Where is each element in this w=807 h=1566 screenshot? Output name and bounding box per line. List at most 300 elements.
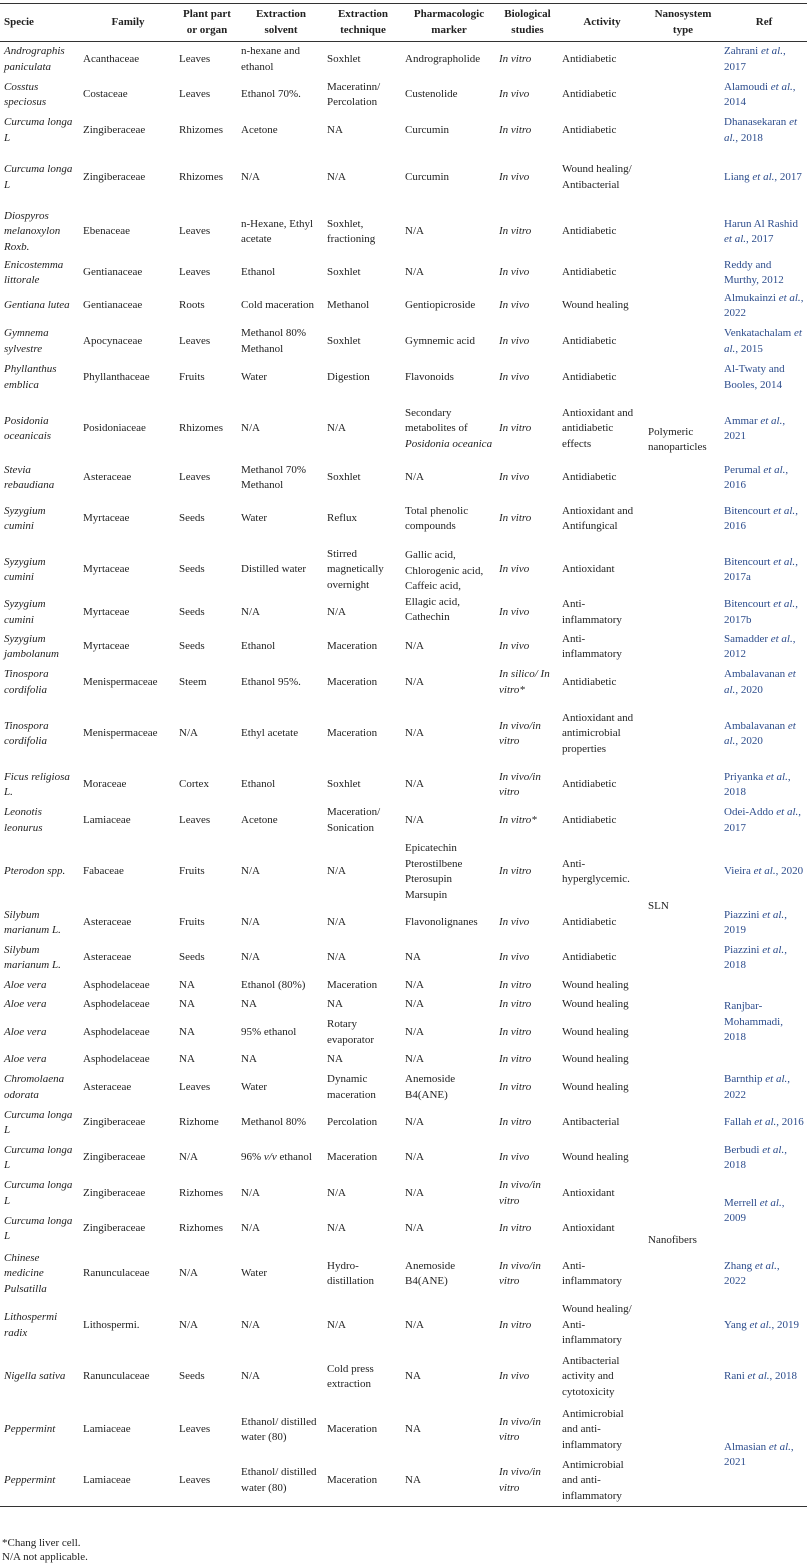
technique-cell: NA: [327, 998, 343, 1011]
plant-part-cell: NA: [179, 1025, 195, 1038]
marker-cell: NA: [405, 1370, 421, 1383]
solvent-cell: Ethanol/ distilled water (80): [241, 1415, 317, 1443]
activity-cell: Antidiabetic: [562, 88, 617, 101]
marker-cell: N/A: [405, 813, 424, 826]
marker-cell: Secondary metabolites of Posidonia oceanica: [405, 406, 493, 450]
activity-cell: Anti-inflammatory: [562, 632, 622, 660]
activity-cell: Antidiabetic: [562, 225, 617, 238]
technique-cell: Dynamic maceration: [327, 1073, 376, 1101]
plant-part-cell: Leaves: [179, 813, 211, 826]
col-header-specie: Specie: [4, 15, 34, 28]
activity-cell: Wound healing: [562, 299, 629, 312]
marker-cell: N/A: [405, 266, 424, 279]
ref-cell: Zahrani et al., 2017: [724, 45, 786, 73]
family-cell: Lamiaceae: [83, 1474, 131, 1486]
solvent-cell: N/A: [241, 1318, 260, 1331]
activity-cell: Wound healing: [562, 1053, 629, 1066]
activity-cell: Wound healing: [562, 998, 629, 1011]
biological-cell: In silico/ In vitro*: [499, 668, 550, 696]
specie-cell: Curcuma longa L: [4, 1214, 73, 1242]
marker-cell: N/A: [405, 1151, 424, 1164]
plant-part-cell: Leaves: [179, 53, 211, 65]
technique-cell: N/A: [327, 170, 346, 183]
technique-cell: NA: [327, 1053, 343, 1066]
plant-part-cell: NA: [179, 998, 195, 1011]
biological-cell: In vivo/in vitro: [499, 1259, 541, 1287]
family-cell: Asphodelaceae: [83, 1025, 150, 1038]
specie-cell: Aloe vera: [4, 978, 47, 991]
activity-cell: Antidiabetic: [562, 813, 617, 826]
solvent-cell: NA: [241, 1053, 257, 1066]
solvent-cell: 95% ethanol: [241, 1025, 297, 1038]
ref-cell: Fallah et al., 2016: [724, 1116, 804, 1129]
solvent-cell: Methanol 80% Methanol: [241, 327, 307, 355]
family-cell: Gentianaceae: [83, 299, 143, 312]
technique-cell: Maceratinn/ Percolation: [327, 80, 381, 108]
family-cell: Phyllanthaceae: [83, 370, 150, 383]
technique-cell: Stirred magnetically overnight: [327, 547, 384, 591]
plant-part-cell: Rhizomes: [179, 422, 223, 435]
biological-cell: In vivo/in vitro: [499, 1466, 541, 1494]
col-header-technique: Extraction technique: [337, 8, 389, 36]
technique-cell: Soxhlet: [327, 53, 361, 65]
activity-cell: Wound healing/ Anti-inflammatory: [562, 1303, 632, 1347]
biological-cell: In vitro: [499, 1116, 532, 1129]
biological-cell: In vivo: [499, 370, 530, 383]
plant-part-cell: Seeds: [179, 512, 205, 525]
solvent-cell: N/A: [241, 422, 260, 435]
table-row: [0, 839, 807, 906]
table-body: [0, 42, 807, 1507]
activity-cell: Antidiabetic: [562, 123, 617, 136]
plant-part-cell: Fruits: [179, 370, 205, 383]
specie-cell: Lithospermi radix: [4, 1311, 58, 1339]
marker-cell: Epicatechin Pterostilbene Pterosupin Marsupin: [405, 842, 463, 901]
marker-cell: Flavonoids: [405, 370, 454, 383]
activity-cell: Anti-inflammatory: [562, 598, 622, 626]
plant-part-cell: NA: [179, 1053, 195, 1066]
technique-cell: Rotary evaporator: [327, 1018, 375, 1046]
biological-cell: In vitro: [499, 422, 532, 435]
technique-cell: NA: [327, 123, 343, 136]
specie-cell: Curcuma longa L: [4, 163, 73, 191]
solvent-cell: Ethyl acetate: [241, 727, 299, 740]
family-cell: Apocynaceae: [83, 334, 143, 347]
plant-part-cell: Fruits: [179, 865, 205, 878]
technique-cell: Maceration: [327, 727, 378, 740]
activity-cell: Anti-inflammatory: [562, 1259, 622, 1287]
activity-cell: Antidiabetic: [562, 951, 617, 964]
solvent-cell: Water: [241, 1080, 267, 1093]
technique-cell: N/A: [327, 605, 346, 618]
family-cell: Menispermaceae: [83, 675, 158, 688]
activity-cell: Wound healing/ Antibacterial: [562, 163, 632, 191]
family-cell: Menispermaceae: [83, 727, 158, 740]
family-cell: Gentianaceae: [83, 266, 143, 279]
specie-cell: Tinospora cordifolia: [4, 668, 49, 696]
specie-cell: Aloe vera: [4, 1025, 47, 1038]
biological-cell: In vivo: [499, 334, 530, 347]
ref-cell: Piazzini et al., 2018: [724, 943, 787, 971]
family-cell: Lamiaceae: [83, 813, 131, 826]
solvent-cell: Ethanol: [241, 266, 276, 279]
marker-cell: Anemoside B4(ANE): [405, 1259, 456, 1287]
biological-cell: In vitro: [499, 1025, 532, 1038]
specie-cell: Syzygium jambolanum: [4, 632, 59, 660]
specie-cell: Chinese medicine Pulsatilla: [4, 1251, 47, 1295]
solvent-cell: N/A: [241, 170, 260, 183]
ref-cell: Dhanasekaran et al., 2018: [724, 116, 798, 144]
technique-cell: Soxhlet, fractioning: [327, 217, 376, 245]
note-chang: *Chang liver cell.: [2, 1537, 81, 1549]
biological-cell: In vivo: [499, 471, 530, 484]
plant-part-cell: Leaves: [179, 1080, 211, 1093]
activity-cell: Antioxidant: [562, 563, 615, 576]
biological-cell: In vivo: [499, 170, 530, 183]
activity-cell: Antioxidant: [562, 1186, 615, 1199]
ref-cell: Rani et al., 2018: [724, 1370, 798, 1383]
marker-cell: Gymnemic acid: [405, 334, 475, 347]
technique-cell: N/A: [327, 865, 346, 878]
marker-cell: Anemoside B4(ANE): [405, 1073, 456, 1101]
family-cell: Zingiberaceae: [83, 1116, 146, 1129]
ref-cell: Bitencourt et al., 2017b: [724, 598, 798, 626]
marker-cell: NA: [405, 1423, 421, 1436]
plant-part-cell: Rizhomes: [179, 1186, 223, 1199]
marker-cell: N/A: [405, 1053, 424, 1066]
activity-cell: Antioxidant and antidiabetic effects: [562, 406, 634, 450]
specie-cell: Curcuma longa L: [4, 1108, 73, 1136]
biological-cell: In vitro: [499, 53, 532, 65]
biological-cell: In vitro: [499, 1318, 532, 1331]
plant-part-cell: Leaves: [179, 1423, 211, 1436]
specie-cell: Syzygium cumini: [4, 598, 46, 626]
ref-cell: Reddy and Murthy, 2012: [724, 258, 784, 286]
specie-cell: Curcuma longa L: [4, 1179, 73, 1207]
family-cell: Posidoniaceae: [83, 422, 146, 435]
specie-cell: Syzygium cumini: [4, 555, 46, 583]
marker-cell: NA: [405, 951, 421, 964]
ref-cell: Ambalavanan et al., 2020: [724, 719, 796, 747]
family-cell: Moraceae: [83, 778, 127, 791]
activity-cell: Antidiabetic: [562, 370, 617, 383]
family-cell: Lamiaceae: [83, 1423, 131, 1436]
col-header-activity: Activity: [583, 15, 621, 28]
marker-cell: N/A: [405, 998, 424, 1011]
specie-cell: Phyllanthus emblica: [4, 363, 57, 391]
ref-cell: Venkatachalam et al., 2015: [724, 327, 802, 355]
specie-cell: Nigella sativa: [4, 1370, 66, 1383]
marker-cell: N/A: [405, 225, 424, 238]
family-cell: Asteraceae: [83, 951, 132, 964]
activity-cell: Antidiabetic: [562, 53, 617, 65]
family-cell: Lithospermi.: [83, 1318, 140, 1331]
technique-cell: Maceration: [327, 1423, 378, 1436]
plant-part-cell: Leaves: [179, 1474, 211, 1486]
specie-cell: Gymnema sylvestre: [4, 327, 49, 355]
activity-cell: Antidiabetic: [562, 266, 617, 279]
family-cell: Myrtaceae: [83, 512, 130, 525]
activity-cell: Wound healing: [562, 1151, 629, 1164]
ref-cell: Liang et al., 2017: [724, 170, 802, 183]
family-cell: Zingiberaceae: [83, 1151, 146, 1164]
specie-cell: Aloe vera: [4, 1053, 47, 1066]
activity-cell: Wound healing: [562, 1080, 629, 1093]
specie-cell: Stevia rebaudiana: [4, 463, 55, 491]
marker-cell: NA: [405, 1474, 421, 1486]
ref-cell: Odei-Addo et al., 2017: [724, 806, 801, 834]
plant-part-cell: Leaves: [179, 88, 211, 101]
plant-part-cell: Seeds: [179, 605, 205, 618]
family-cell: Zingiberaceae: [83, 1186, 146, 1199]
ref-cell: Ambalavanan et al., 2020: [724, 668, 796, 696]
technique-cell: Hydro-distillation: [327, 1259, 375, 1287]
specie-cell: Peppermint: [4, 1423, 56, 1436]
activity-cell: Antidiabetic: [562, 778, 617, 791]
col-header-nanosystem: Nanosystem type: [654, 8, 712, 36]
col-header-marker: Pharmacologic marker: [413, 8, 485, 36]
marker-cell: N/A: [405, 727, 424, 740]
ref-cell: Yang et al., 2019: [724, 1318, 799, 1331]
biological-cell: In vivo: [499, 563, 530, 576]
family-cell: Asteraceae: [83, 916, 132, 929]
marker-cell: Flavonolignanes: [405, 916, 478, 929]
biological-cell: In vitro: [499, 512, 532, 525]
biological-cell: In vitro: [499, 225, 532, 238]
biological-cell: In vitro: [499, 865, 532, 878]
ref-cell: Harun Al Rashid et al., 2017: [724, 217, 798, 245]
activity-cell: Wound healing: [562, 1025, 629, 1038]
family-cell: Ebenaceae: [83, 225, 131, 238]
plant-part-cell: Steem: [179, 675, 207, 688]
plant-part-cell: N/A: [179, 1267, 198, 1280]
biological-cell: In vitro: [499, 1053, 532, 1066]
biological-cell: In vivo: [499, 605, 530, 618]
marker-cell: Andrographolide: [405, 53, 481, 65]
family-cell: Zingiberaceae: [83, 1222, 146, 1235]
specie-cell: Leonotis leonurus: [4, 806, 43, 834]
solvent-cell: Acetone: [241, 813, 278, 826]
solvent-cell: Ethanol: [241, 640, 276, 653]
activity-cell: Wound healing: [562, 978, 629, 991]
specie-cell: Curcuma longa L: [4, 116, 73, 144]
ref-cell: Zhang et al., 2022: [724, 1259, 780, 1287]
solvent-cell: N/A: [241, 865, 260, 878]
biological-cell: In vitro: [499, 1222, 532, 1235]
ref-cell: Ranjbar-Mohammadi, 2018: [724, 1000, 783, 1044]
specie-cell: Syzygium cumini: [4, 504, 46, 532]
marker-cell: Curcumin: [405, 123, 449, 136]
marker-cell: N/A: [405, 1222, 424, 1235]
solvent-cell: Distilled water: [241, 563, 307, 576]
specie-cell: Andrographis paniculata: [4, 45, 65, 73]
ref-cell: Piazzini et al., 2019: [724, 908, 787, 936]
family-cell: Acanthaceae: [83, 53, 140, 65]
solvent-cell: Cold maceration: [241, 299, 315, 312]
marker-cell: N/A: [405, 675, 424, 688]
activity-cell: Antimicrobial and anti-inflammatory: [562, 1407, 624, 1451]
biological-cell: In vivo: [499, 916, 530, 929]
header-row: [0, 4, 807, 42]
solvent-cell: Methanol 70% Methanol: [241, 463, 307, 491]
col-header-plant-part: Plant part or organ: [183, 8, 231, 36]
technique-cell: Reflux: [327, 512, 357, 525]
technique-cell: Soxhlet: [327, 471, 361, 484]
solvent-cell: Ethanol 70%.: [241, 88, 301, 101]
technique-cell: N/A: [327, 951, 346, 964]
biological-cell: In vitro: [499, 123, 532, 136]
marker-cell: N/A: [405, 1186, 424, 1199]
specie-cell: Peppermint: [4, 1474, 56, 1486]
technique-cell: Maceration: [327, 978, 378, 991]
solvent-cell: Water: [241, 512, 267, 525]
marker-cell: N/A: [405, 1025, 424, 1038]
specie-cell: Curcuma longa L: [4, 1143, 73, 1171]
family-cell: Myrtaceae: [83, 563, 130, 576]
plant-part-cell: Rhizomes: [179, 123, 223, 136]
ref-cell: Vieira et al., 2020: [724, 865, 804, 878]
biological-cell: In vivo/in vitro: [499, 1179, 541, 1207]
solvent-cell: Acetone: [241, 123, 278, 136]
table-row: [0, 42, 807, 78]
marker-cell: Custenolide: [405, 88, 458, 101]
specie-cell: Silybum marianum L.: [4, 908, 61, 936]
ref-cell: Berbudi et al., 2018: [724, 1143, 787, 1171]
solvent-cell: N/A: [241, 1222, 260, 1235]
technique-cell: Cold press extraction: [327, 1362, 374, 1390]
plant-part-cell: Leaves: [179, 334, 211, 347]
table-notes: [2, 1536, 88, 1564]
solvent-cell: Methanol 80%: [241, 1116, 307, 1129]
plant-part-cell: Leaves: [179, 266, 211, 279]
specie-cell: Pterodon spp.: [4, 865, 66, 878]
solvent-cell: Water: [241, 370, 267, 383]
family-cell: Ranunculaceae: [83, 1267, 150, 1280]
plant-part-cell: NA: [179, 978, 195, 991]
note-na: N/A not applicable.: [2, 1551, 88, 1563]
technique-cell: N/A: [327, 1222, 346, 1235]
marker-cell: Gallic acid, Chlorogenic acid, Caffeic acid, Ellagic acid, Cathechin: [405, 549, 484, 624]
family-cell: Myrtaceae: [83, 640, 130, 653]
plant-part-cell: Seeds: [179, 563, 205, 576]
plant-part-cell: Rizhomes: [179, 1222, 223, 1235]
nanosystem-cell: Nanofibers: [648, 1234, 697, 1246]
ref-cell: Bitencourt et al., 2017a: [724, 555, 798, 583]
technique-cell: N/A: [327, 422, 346, 435]
solvent-cell: Ethanol 95%.: [241, 675, 301, 688]
plant-part-cell: Seeds: [179, 951, 205, 964]
ref-cell: Priyanka et al., 2018: [724, 770, 791, 798]
biological-cell: In vitro*: [499, 813, 537, 826]
solvent-cell: Water: [241, 1267, 267, 1280]
specie-cell: Cosstus speciosus: [4, 80, 47, 108]
plant-part-cell: N/A: [179, 1318, 198, 1331]
solvent-cell: 96% v/v ethanol: [241, 1151, 312, 1164]
plant-part-cell: Leaves: [179, 471, 211, 484]
ref-cell: Almukainzi et al., 2022: [724, 291, 804, 319]
activity-cell: Antibacterial: [562, 1116, 620, 1129]
technique-cell: Soxhlet: [327, 334, 361, 347]
biological-cell: In vitro: [499, 998, 532, 1011]
solvent-cell: Ethanol: [241, 778, 276, 791]
ref-cell: Alamoudi et al., 2014: [724, 80, 796, 108]
technique-cell: N/A: [327, 916, 346, 929]
technique-cell: Soxhlet: [327, 266, 361, 279]
solvent-cell: N/A: [241, 605, 260, 618]
ref-cell: Perumal et al., 2016: [724, 463, 789, 491]
col-header-biological: Biological studies: [504, 8, 551, 36]
activity-cell: Antidiabetic: [562, 471, 617, 484]
biological-cell: In vivo: [499, 266, 530, 279]
biological-cell: In vivo: [499, 951, 530, 964]
activity-cell: Anti-hyperglycemic.: [562, 857, 630, 885]
col-header-ref: Ref: [755, 15, 773, 28]
activity-cell: Antioxidant: [562, 1222, 615, 1235]
family-cell: Myrtaceae: [83, 605, 130, 618]
family-cell: Asphodelaceae: [83, 998, 150, 1011]
technique-cell: Maceration/ Sonication: [327, 806, 381, 834]
biological-cell: In vivo/in vitro: [499, 770, 541, 798]
technique-cell: Maceration: [327, 1151, 378, 1164]
plant-part-cell: Roots: [179, 299, 205, 312]
biological-cell: In vivo/in vitro: [499, 1415, 541, 1443]
solvent-cell: N/A: [241, 1186, 260, 1199]
plant-part-cell: Rizhome: [179, 1116, 219, 1129]
specie-cell: Silybum marianum L.: [4, 943, 61, 971]
family-cell: Asphodelaceae: [83, 978, 150, 991]
plant-part-cell: Cortex: [179, 778, 209, 791]
ref-cell: Samadder et al., 2012: [724, 632, 796, 660]
col-header-family: Family: [111, 15, 145, 28]
activity-cell: Antidiabetic: [562, 675, 617, 688]
ref-cell: Almasian et al., 2021: [724, 1440, 794, 1469]
biological-cell: In vitro: [499, 1080, 532, 1093]
ref-cell: Ammar et al., 2021: [724, 414, 786, 442]
biological-cell: In vivo: [499, 299, 530, 312]
biological-cell: In vivo: [499, 1370, 530, 1383]
specie-cell: Diospyros melanoxylon Roxb.: [4, 209, 61, 253]
activity-cell: Antioxidant and antimicrobial properties: [562, 711, 634, 755]
marker-cell: N/A: [405, 978, 424, 991]
family-cell: Fabaceae: [83, 865, 124, 878]
technique-cell: Digestion: [327, 370, 370, 383]
nanosystem-table: [0, 3, 807, 1507]
activity-cell: Antidiabetic: [562, 334, 617, 347]
marker-cell: Curcumin: [405, 170, 449, 183]
ref-cell: Barnthip et al., 2022: [724, 1073, 790, 1101]
family-cell: Asteraceae: [83, 471, 132, 484]
plant-part-cell: Seeds: [179, 640, 205, 653]
solvent-cell: Ethanol (80%): [241, 978, 306, 991]
family-cell: Costaceae: [83, 88, 128, 101]
technique-cell: Maceration: [327, 675, 378, 688]
plant-part-cell: N/A: [179, 727, 198, 740]
marker-cell: N/A: [405, 640, 424, 653]
solvent-cell: n-Hexane, Ethyl acetate: [241, 217, 314, 245]
activity-cell: Antibacterial activity and cytotoxicity: [562, 1354, 620, 1398]
family-cell: Ranunculaceae: [83, 1370, 150, 1383]
technique-cell: N/A: [327, 1186, 346, 1199]
plant-part-cell: Leaves: [179, 225, 211, 238]
biological-cell: In vivo: [499, 1151, 530, 1164]
ref-cell: Al-Twaty and Booles, 2014: [724, 363, 785, 391]
solvent-cell: Ethanol/ distilled water (80): [241, 1466, 317, 1494]
technique-cell: Maceration: [327, 640, 378, 653]
specie-cell: Tinospora cordifolia: [4, 719, 49, 747]
marker-cell: N/A: [405, 1116, 424, 1129]
biological-cell: In vivo: [499, 640, 530, 653]
solvent-cell: N/A: [241, 1370, 260, 1383]
